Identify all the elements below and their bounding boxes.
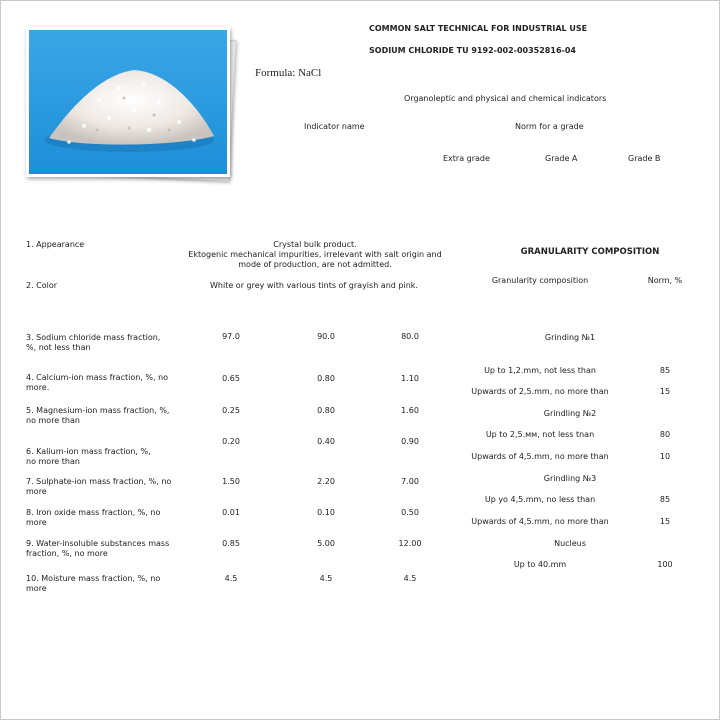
granularity-row-label: Upwards of 4,5.mm, no more than: [471, 517, 609, 526]
indicator-name-header: Indicator name: [304, 122, 365, 131]
document-title-line2: SODIUM CHLORIDE TU 9192-002-00352816-04: [369, 46, 576, 55]
value-grade-a: 0.80: [317, 406, 335, 415]
formula: Formula: NaCl: [255, 67, 322, 79]
indicator-label: 6. Kalium-ion mass fraction, %, no more than: [26, 447, 151, 466]
granularity-row-value: 10: [659, 452, 671, 461]
section-title: Organoleptic and physical and chemical indicators: [404, 94, 607, 103]
value-grade-b: 4.5: [403, 574, 417, 583]
product-photo: [22, 23, 232, 183]
granularity-row-value: 85: [659, 366, 671, 375]
indicator-label: 10. Moisture mass fraction, %, no more: [26, 574, 161, 593]
grade-extra-header: Extra grade: [443, 154, 490, 163]
value-grade-b: 12.00: [398, 539, 422, 548]
indicator-label: 3. Sodium chloride mass fraction, %, not less than: [26, 333, 161, 352]
granularity-composition-header: Granularity composition: [491, 276, 589, 285]
value-grade-b: 7.00: [401, 477, 419, 486]
value-grade-a: 5.00: [317, 539, 335, 548]
value-grade-b: 0.90: [401, 437, 419, 446]
value-extra: 4.5: [224, 574, 238, 583]
color-value: White or grey with various tints of grayish and pink.: [210, 281, 418, 290]
appearance-line2: Ektogenic mechanical impurities, irrelevant with salt origin and: [188, 250, 442, 259]
indicator-label: 5. Magnesium-ion mass fraction, %, no more than: [26, 406, 170, 425]
value-grade-a: 4.5: [319, 574, 333, 583]
value-extra: 0.01: [222, 508, 240, 517]
indicator-label: 9. Water-insoluble substances mass fraction, %, no more: [26, 539, 170, 558]
norm-for-grade-header: Norm for a grade: [515, 122, 584, 131]
value-grade-a: 0.80: [317, 374, 335, 383]
value-grade-a: 0.10: [317, 508, 335, 517]
granularity-row-value: 85: [659, 495, 671, 504]
indicator-label: 4. Calcium-ion mass fraction, %, no more.: [26, 373, 169, 392]
appearance-line1: Crystal bulk product.: [273, 240, 357, 249]
value-grade-b: 0.50: [401, 508, 419, 517]
value-grade-b: 1.10: [401, 374, 419, 383]
value-extra: 0.20: [222, 437, 240, 446]
value-grade-a: 90.0: [317, 332, 335, 341]
appearance-line3: mode of production, are not admitted.: [238, 260, 392, 269]
granularity-row-value: 15: [659, 517, 671, 526]
color-label: 2. Color: [26, 281, 58, 290]
value-extra: 1.50: [222, 477, 240, 486]
granularity-row-value: 80: [659, 430, 671, 439]
indicator-label: 7. Sulphate-ion mass fraction, %, no more: [26, 477, 172, 496]
granularity-row-label: Up to 2,5.мм, not less tnan: [485, 430, 595, 439]
value-extra: 97.0: [222, 332, 240, 341]
value-extra: 0.25: [222, 406, 240, 415]
grinding-group-name: Grinding №1: [544, 333, 596, 342]
value-grade-a: 2.20: [317, 477, 335, 486]
granularity-row-label: Upwards of 2,5.mm, no more than: [471, 387, 609, 396]
value-grade-b: 80.0: [401, 332, 419, 341]
grinding-group-name: Grindling №3: [543, 474, 597, 483]
grade-a-header: Grade A: [545, 154, 578, 163]
salt-crystals-photo-icon: [26, 27, 230, 177]
appearance-label: 1. Appearance: [26, 240, 85, 249]
granularity-row-label: Up to 1,2.mm, not less than: [484, 366, 596, 375]
granularity-row-label: Up yo 4,5.mm, no less than: [484, 495, 596, 504]
norm-percent-header: Norm, %: [647, 276, 683, 285]
document-title-line1: COMMON SALT TECHNICAL FOR INDUSTRIAL USE: [369, 24, 588, 33]
granularity-row-label: Up to 40.mm: [513, 560, 567, 569]
value-extra: 0.65: [222, 374, 240, 383]
value-grade-b: 1.60: [401, 406, 419, 415]
grade-b-header: Grade B: [628, 154, 661, 163]
granularity-row-value: 100: [657, 560, 673, 569]
grinding-group-name: Grindling №2: [543, 409, 597, 418]
value-extra: 0.85: [222, 539, 240, 548]
granularity-title: GRANULARITY COMPOSITION: [520, 247, 660, 257]
granularity-row-label: Upwards of 4,5.mm, no more than: [471, 452, 609, 461]
value-grade-a: 0.40: [317, 437, 335, 446]
grinding-group-name: Nucleus: [554, 539, 586, 548]
granularity-row-value: 15: [659, 387, 671, 396]
indicator-label: 8. Iron oxide mass fraction, %, no more: [26, 508, 161, 527]
